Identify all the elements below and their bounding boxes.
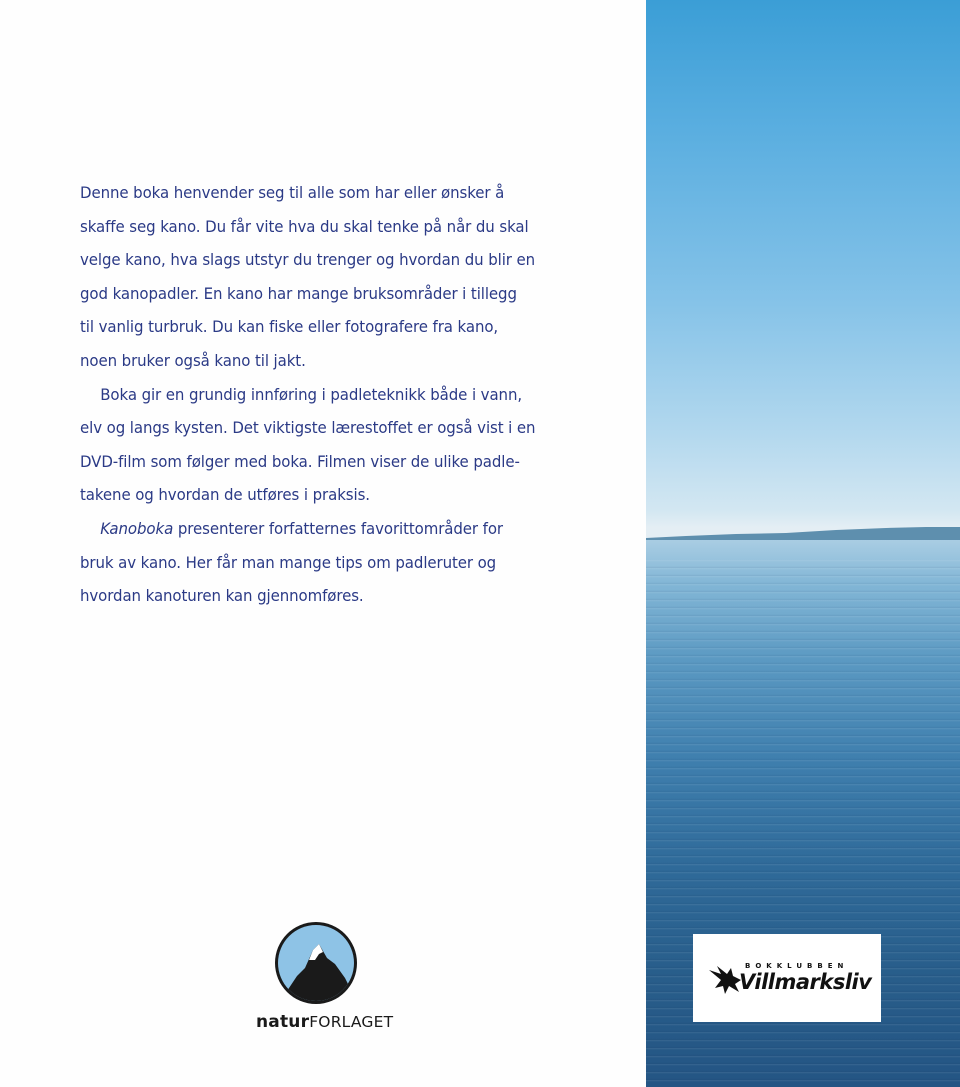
blurb-line: bruk av kano. Her får man mange tips om padleruter og xyxy=(80,552,497,572)
blurb-line: noen bruker også kano til jakt. xyxy=(80,350,306,370)
club-small-text: BOKKLUBBEN xyxy=(745,962,849,970)
blurb-line: hvordan kanoturen kan gjennomføres. xyxy=(80,586,364,606)
blurb-text xyxy=(80,176,558,613)
blurb-line: presenterer forfatternes favorittområder for xyxy=(173,518,503,538)
blurb-line: god kanopadler. En kano har mange bruksområder i tillegg xyxy=(80,283,517,303)
blurb-line: Boka gir en grundig innføring i padleteknikk både i vann, xyxy=(100,384,523,404)
mountain-circle-icon xyxy=(273,920,359,1006)
blurb-paragraph-1 xyxy=(80,176,558,378)
blurb-line: Denne boka henvender seg til alle som har eller ønsker å xyxy=(80,183,505,202)
blurb-paragraph-2 xyxy=(80,378,558,512)
blurb-line: takene og hvordan de utføres i praksis. xyxy=(80,485,370,505)
bokklubben-villmarksliv-logo xyxy=(693,934,881,1022)
publisher-name-bold: natur xyxy=(256,1012,310,1032)
book-title: Kanoboka xyxy=(100,518,174,538)
blurb-line: til vanlig turbruk. Du kan fiske eller fotografere fra kano, xyxy=(80,317,499,337)
publisher-name-light: FORLAGET xyxy=(309,1013,394,1031)
lake-photo xyxy=(646,0,960,1087)
publisher-name xyxy=(256,1012,393,1032)
blurb-line: DVD-film som følger med boka. Filmen viser de ulike padle- xyxy=(80,451,520,471)
club-big-text: Villmarksliv xyxy=(739,970,872,994)
blurb-line: skaffe seg kano. Du får vite hva du skal tenke på når du skal xyxy=(80,216,529,236)
blurb-line: velge kano, hva slags utstyr du trenger og hvordan du blir en xyxy=(80,250,536,270)
blurb-paragraph-3 xyxy=(80,512,558,613)
blurb-line: elv og langs kysten. Det viktigste lærestoffet er også vist i en xyxy=(80,418,536,438)
